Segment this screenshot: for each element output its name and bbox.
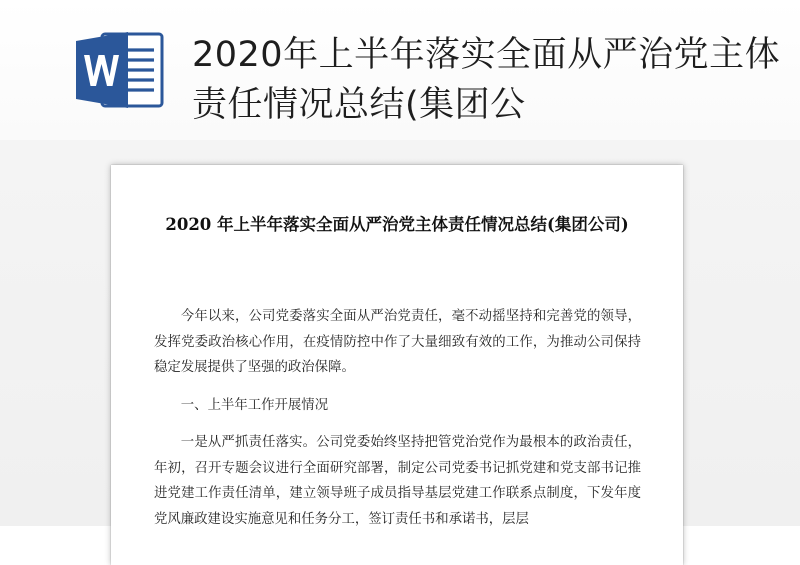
word-document-icon — [74, 28, 166, 112]
document-paragraph: 一是从严抓责任落实。公司党委始终坚持把管党治党作为最根本的政治责任，年初，召开专题会议进行全面研究部署，制定公司党委书记抓党建和党支部书记推进党建工作责任清单，建立领导班子成员指导基层党建工作联系点制度，下发年度党风廉政建设实施意见和任务分工，签订责任书和承诺书，层层 — [154, 435, 641, 527]
document-page — [111, 165, 683, 565]
document-title: 2020 年上半年落实全面从严治党主体责任情况总结(集团公司) — [165, 215, 629, 234]
section-heading: 一、上半年工作开展情况 — [180, 398, 329, 413]
page-title: 2020年上半年落实全面从严治党主体责任情况总结(集团公 — [192, 35, 781, 125]
document-paragraph: 今年以来，公司党委落实全面从严治党责任，毫不动摇坚持和完善党的领导，发挥党委政治核心作用，在疫情防控中作了大量细致有效的工作，为推动公司保持稳定发展提供了坚强的政治保障。 — [154, 309, 641, 375]
